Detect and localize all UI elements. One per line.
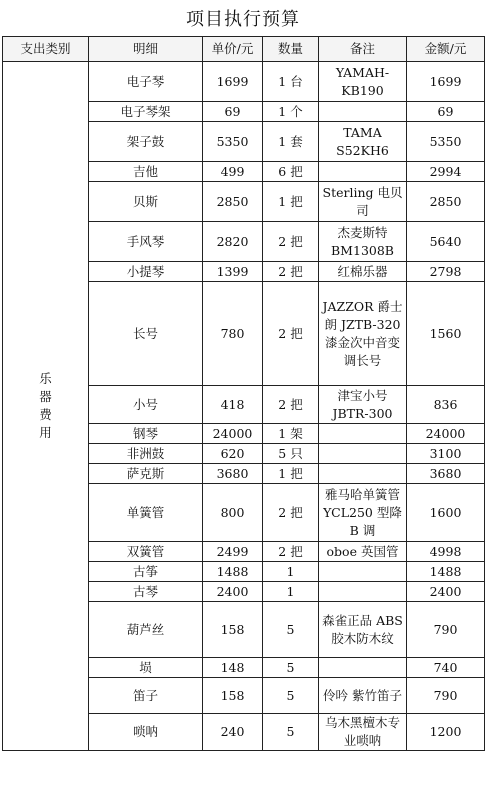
quantity-cell: 2 把 [263,222,319,262]
amount-cell: 740 [407,658,485,678]
amount-cell: 5640 [407,222,485,262]
quantity-cell: 5 [263,658,319,678]
unit-price-cell: 2820 [203,222,263,262]
notes-cell: 乌木黑檀木专业唢呐 [319,714,407,751]
unit-price-cell: 620 [203,444,263,464]
unit-price-cell: 1699 [203,62,263,102]
unit-price-cell: 2850 [203,182,263,222]
quantity-cell: 2 把 [263,262,319,282]
item-cell: 单簧管 [89,484,203,542]
item-cell: 埙 [89,658,203,678]
quantity-cell: 2 把 [263,386,319,424]
item-cell: 笛子 [89,678,203,714]
notes-cell [319,102,407,122]
quantity-cell: 1 把 [263,464,319,484]
amount-cell: 1560 [407,282,485,386]
item-cell: 非洲鼓 [89,444,203,464]
quantity-cell: 2 把 [263,542,319,562]
amount-cell: 790 [407,602,485,658]
notes-cell: JAZZOR 爵士朗 JZTB-320 漆金次中音变调长号 [319,282,407,386]
unit-price-cell: 5350 [203,122,263,162]
amount-cell: 790 [407,678,485,714]
notes-cell: Sterling 电贝司 [319,182,407,222]
item-cell: 唢呐 [89,714,203,751]
notes-cell [319,444,407,464]
item-cell: 古琴 [89,582,203,602]
header-notes: 备注 [319,37,407,62]
item-cell: 电子琴 [89,62,203,102]
quantity-cell: 5 [263,678,319,714]
unit-price-cell: 240 [203,714,263,751]
amount-cell: 1699 [407,62,485,102]
amount-cell: 2400 [407,582,485,602]
item-cell: 古筝 [89,562,203,582]
amount-cell: 836 [407,386,485,424]
unit-price-cell: 800 [203,484,263,542]
quantity-cell: 2 把 [263,484,319,542]
unit-price-cell: 158 [203,602,263,658]
quantity-cell: 1 个 [263,102,319,122]
item-cell: 手风琴 [89,222,203,262]
notes-cell: TAMA S52KH6 [319,122,407,162]
amount-cell: 3680 [407,464,485,484]
unit-price-cell: 69 [203,102,263,122]
notes-cell [319,658,407,678]
item-cell: 吉他 [89,162,203,182]
unit-price-cell: 148 [203,658,263,678]
quantity-cell: 1 台 [263,62,319,102]
amount-cell: 2798 [407,262,485,282]
unit-price-cell: 158 [203,678,263,714]
item-cell: 小提琴 [89,262,203,282]
header-quantity: 数量 [263,37,319,62]
quantity-cell: 6 把 [263,162,319,182]
quantity-cell: 1 把 [263,182,319,222]
table-row [3,62,485,102]
category-label: 乐器费用 [39,371,52,440]
amount-cell: 3100 [407,444,485,464]
notes-cell: YAMAH-KB190 [319,62,407,102]
unit-price-cell: 418 [203,386,263,424]
notes-cell: 杰麦斯特 BM1308B [319,222,407,262]
document-title: 项目执行预算 [186,9,300,30]
amount-cell: 1200 [407,714,485,751]
item-cell: 双簧管 [89,542,203,562]
notes-cell [319,562,407,582]
item-cell: 贝斯 [89,182,203,222]
quantity-cell: 1 套 [263,122,319,162]
notes-cell [319,464,407,484]
notes-cell: 红棉乐器 [319,262,407,282]
amount-cell: 69 [407,102,485,122]
unit-price-cell: 780 [203,282,263,386]
amount-cell: 5350 [407,122,485,162]
amount-cell: 1600 [407,484,485,542]
notes-cell: 森雀正品 ABS 胶木防木纹 [319,602,407,658]
quantity-cell: 1 [263,582,319,602]
notes-cell [319,424,407,444]
amount-cell: 4998 [407,542,485,562]
unit-price-cell: 3680 [203,464,263,484]
header-unit-price: 单价/元 [203,37,263,62]
item-cell: 小号 [89,386,203,424]
item-cell: 架子鼓 [89,122,203,162]
notes-cell: oboe 英国管 [319,542,407,562]
quantity-cell: 5 只 [263,444,319,464]
item-cell: 长号 [89,282,203,386]
unit-price-cell: 499 [203,162,263,182]
quantity-cell: 1 架 [263,424,319,444]
notes-cell: 伶吟 紫竹笛子 [319,678,407,714]
unit-price-cell: 24000 [203,424,263,444]
header-amount: 金额/元 [407,37,485,62]
item-cell: 葫芦丝 [89,602,203,658]
category-cell [3,62,89,751]
header-item: 明细 [89,37,203,62]
notes-cell [319,582,407,602]
unit-price-cell: 1488 [203,562,263,582]
notes-cell: 雅马哈单簧管 YCL250 型降 B 调 [319,484,407,542]
amount-cell: 2994 [407,162,485,182]
amount-cell: 24000 [407,424,485,444]
amount-cell: 1488 [407,562,485,582]
item-cell: 萨克斯 [89,464,203,484]
item-cell: 钢琴 [89,424,203,444]
header-category: 支出类别 [3,37,89,62]
notes-cell: 津宝小号 JBTR-300 [319,386,407,424]
quantity-cell: 1 [263,562,319,582]
item-cell: 电子琴架 [89,102,203,122]
unit-price-cell: 2499 [203,542,263,562]
quantity-cell: 5 [263,714,319,751]
table-header-row [3,37,485,62]
unit-price-cell: 1399 [203,262,263,282]
unit-price-cell: 2400 [203,582,263,602]
budget-table [2,36,485,751]
quantity-cell: 5 [263,602,319,658]
amount-cell: 2850 [407,182,485,222]
quantity-cell: 2 把 [263,282,319,386]
notes-cell [319,162,407,182]
